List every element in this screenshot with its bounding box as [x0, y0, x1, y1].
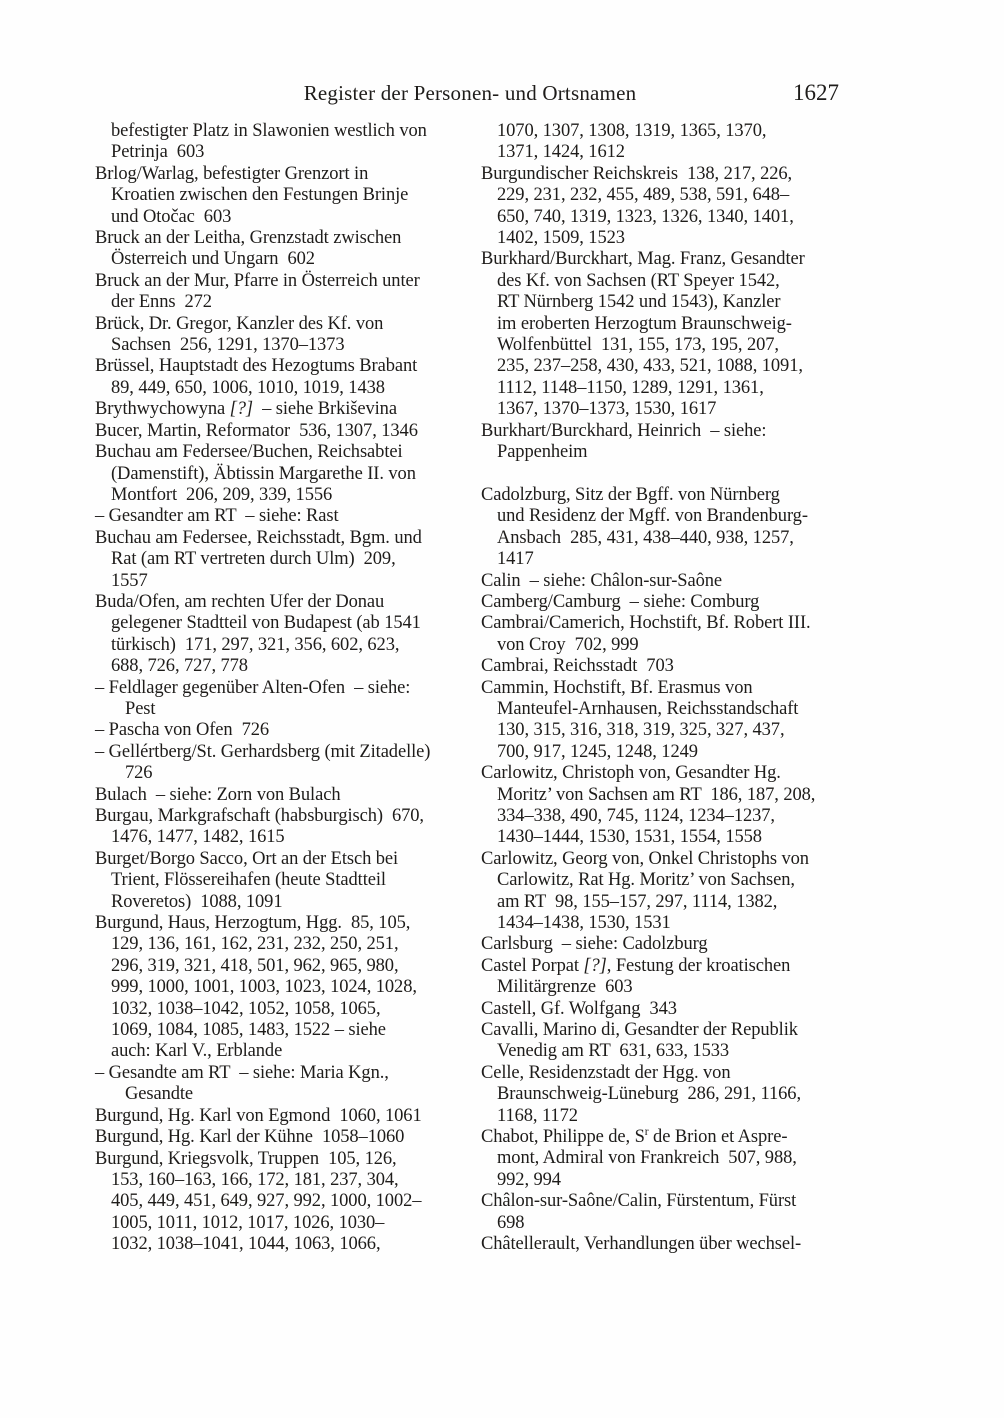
index-line: 296, 319, 321, 418, 501, 962, 965, 980, — [111, 955, 399, 976]
index-line: 235, 237–258, 430, 433, 521, 1088, 1091, — [497, 356, 803, 377]
index-line: Burgau, Markgrafschaft (habsburgisch) 670, — [95, 806, 424, 826]
index-line: 1032, 1038–1042, 1052, 1058, 1065, — [111, 998, 381, 1019]
index-line: Brück, Dr. Gregor, Kanzler des Kf. von — [95, 313, 384, 334]
index-line: Bruck an der Mur, Pfarre in Österreich unter — [95, 270, 420, 291]
index-line: 700, 917, 1245, 1248, 1249 — [497, 741, 698, 762]
index-line: 1557 — [111, 570, 148, 591]
index-line: 334–338, 490, 745, 1124, 1234–1237, — [497, 805, 775, 826]
index-line: RT Nürnberg 1542 und 1543), Kanzler — [497, 292, 781, 313]
index-line: Manteufel-Arnhausen, Reichsstandschaft — [497, 698, 799, 719]
index-line: (Damenstift), Äbtissin Margarethe II. von — [111, 463, 416, 484]
index-line: Burgund, Kriegsvolk, Truppen 105, 126, — [95, 1148, 397, 1169]
index-line: Carlowitz, Georg von, Onkel Christophs von — [481, 848, 809, 869]
index-line: Cammin, Hochstift, Bf. Erasmus von — [481, 677, 753, 698]
index-line: 992, 994 — [497, 1169, 561, 1190]
index-line: Chabot, Philippe de, $S^r$ de Brion et Aspre- — [481, 1125, 788, 1148]
index-line: 1005, 1011, 1012, 1017, 1026, 1030– — [111, 1212, 385, 1233]
page-number: 1627 — [793, 80, 839, 105]
index-line: Moritz’ von Sachsen am RT 186, 187, 208, — [497, 784, 816, 805]
index-line: Carlowitz, Rat Hg. Moritz’ von Sachsen, — [497, 870, 795, 891]
index-line: mont, Admiral von Frankreich 507, 988, — [497, 1148, 797, 1169]
index-line: Venedig am RT 631, 633, 1533 — [497, 1041, 730, 1062]
index-line: – Pascha von Ofen 726 — [95, 720, 270, 741]
index-line: 698 — [497, 1212, 525, 1233]
index-line: Burgundischer Reichskreis 138, 217, 226, — [481, 163, 793, 184]
index-line: Pest — [125, 698, 156, 719]
index-line: des Kf. von Sachsen (RT Speyer 1542, — [497, 270, 780, 291]
index-line: 1032, 1038–1041, 1044, 1063, 1066, — [111, 1234, 381, 1255]
index-line: 405, 449, 451, 649, 927, 992, 1000, 1002– — [111, 1191, 422, 1212]
index-line: 726 — [125, 763, 153, 784]
index-line: Ansbach 285, 431, 438–440, 938, 1257, — [497, 527, 794, 548]
index-line: Bulach – siehe: Zorn von Bulach — [95, 784, 341, 805]
index-line: 1069, 1084, 1085, 1483, 1522 – siehe — [111, 1020, 386, 1041]
index-line: und Otočac 603 — [111, 206, 232, 227]
index-line: 1476, 1477, 1482, 1615 — [111, 827, 285, 848]
index-line: der Enns 272 — [111, 292, 212, 313]
index-line: türkisch) 171, 297, 321, 356, 602, 623, — [111, 634, 400, 655]
index-line: 1371, 1424, 1612 — [497, 142, 625, 163]
running-header-title: Register der Personen- und Ortsnamen — [303, 81, 637, 105]
index-line: 1112, 1148–1150, 1289, 1291, 1361, — [497, 377, 764, 398]
index-line: 1402, 1509, 1523 — [497, 228, 625, 249]
index-line: Brythwychowyna [?] – siehe Brkiševina — [95, 399, 397, 420]
index-line: Burkhart/Burckhard, Heinrich – siehe: — [481, 420, 767, 441]
index-line: Castel Porpat [?], Festung der kroatischen — [481, 955, 791, 976]
index-line: Burkhard/Burckhart, Mag. Franz, Gesandter — [481, 249, 805, 270]
index-line: und Residenz der Mgff. von Brandenburg- — [497, 506, 808, 527]
index-line: von Croy 702, 999 — [497, 634, 639, 655]
index-line: Petrinja 603 — [111, 142, 205, 163]
index-line: Cambrai, Reichsstadt 703 — [481, 656, 674, 677]
index-line: – Gesandte am RT – siehe: Maria Kgn., — [95, 1062, 389, 1083]
index-line: Cambrai/Camerich, Hochstift, Bf. Robert III. — [481, 613, 811, 634]
index-line: Camberg/Camburg – siehe: Comburg — [481, 591, 760, 612]
index-line: Cadolzburg, Sitz der Bgff. von Nürnberg — [481, 484, 780, 505]
index-line: 129, 136, 161, 162, 231, 232, 250, 251, — [111, 934, 399, 955]
index-line: 1367, 1370–1373, 1530, 1617 — [497, 399, 717, 420]
index-line: – Gellértberg/St. Gerhardsberg (mit Zitadelle) — [95, 741, 431, 762]
index-line: 1430–1444, 1530, 1531, 1554, 1558 — [497, 827, 762, 848]
index-line: Österreich und Ungarn 602 — [111, 249, 315, 270]
index-line: – Gesandter am RT – siehe: Rast — [95, 506, 339, 527]
index-line: 688, 726, 727, 778 — [111, 656, 248, 677]
index-line: Carlowitz, Christoph von, Gesandter Hg. — [481, 763, 781, 784]
index-line: Militärgrenze 603 — [497, 977, 633, 998]
index-line: Cavalli, Marino di, Gesandter der Republik — [481, 1020, 798, 1041]
index-line: Bucer, Martin, Reformator 536, 1307, 1346 — [95, 420, 418, 441]
index-line: Carlsburg – siehe: Cadolzburg — [481, 934, 708, 955]
index-line: 1168, 1172 — [497, 1105, 578, 1126]
index-line: Bruck an der Leitha, Grenzstadt zwischen — [95, 228, 402, 249]
index-line: Calin – siehe: Châlon-sur-Saône — [481, 570, 722, 591]
index-line: 1070, 1307, 1308, 1319, 1365, 1370, — [497, 121, 767, 141]
index-line: Pappenheim — [497, 442, 588, 463]
index-column-left — [95, 121, 481, 1256]
index-line: Brüssel, Hauptstadt des Hezogtums Brabant — [95, 356, 418, 377]
index-line: Braunschweig-Lüneburg 286, 291, 1166, — [497, 1084, 801, 1105]
index-line: Brlog/Warlag, befestigter Grenzort in — [95, 163, 369, 184]
index-line: 650, 740, 1319, 1323, 1326, 1340, 1401, — [497, 206, 794, 227]
index-line: 89, 449, 650, 1006, 1010, 1019, 1438 — [111, 377, 385, 398]
index-line: Roveretos) 1088, 1091 — [111, 891, 283, 912]
index-line: 1434–1438, 1530, 1531 — [497, 913, 671, 934]
index-line: gelegener Stadtteil von Budapest (ab 1541 — [111, 613, 421, 634]
index-line: Châlon-sur-Saône/Calin, Fürstentum, Fürst — [481, 1191, 797, 1212]
index-line: 153, 160–163, 166, 172, 181, 237, 304, — [111, 1169, 399, 1190]
index-line: befestigter Platz in Slawonien westlich von — [111, 121, 427, 141]
index-line: – Feldlager gegenüber Alten-Ofen – siehe: — [95, 677, 411, 698]
index-line: Burgund, Hg. Karl der Kühne 1058–1060 — [95, 1127, 405, 1148]
index-line: Castell, Gf. Wolfgang 343 — [481, 998, 677, 1019]
index-line: Burgund, Hg. Karl von Egmond 1060, 1061 — [95, 1105, 422, 1126]
index-column-right — [481, 121, 881, 1256]
index-line: 130, 315, 316, 318, 319, 325, 327, 437, — [497, 720, 785, 741]
index-line: Buchau am Federsee, Reichsstadt, Bgm. und — [95, 527, 422, 548]
index-line: Montfort 206, 209, 339, 1556 — [111, 484, 333, 505]
index-line: am RT 98, 155–157, 297, 1114, 1382, — [497, 891, 778, 912]
index-line: Wolfenbüttel 131, 155, 173, 195, 207, — [497, 335, 779, 356]
index-line: Buda/Ofen, am rechten Ufer der Donau — [95, 591, 385, 612]
index-line: im eroberten Herzogtum Braunschweig- — [497, 313, 792, 334]
index-line: Kroatien zwischen den Festungen Brinje — [111, 185, 409, 206]
index-line: Gesandte — [125, 1084, 194, 1105]
section-gap — [481, 464, 881, 485]
index-line: Burgund, Haus, Herzogtum, Hgg. 85, 105, — [95, 913, 411, 934]
index-line: Châtellerault, Verhandlungen über wechsel- — [481, 1234, 802, 1255]
index-line: Trient, Flössereihafen (heute Stadtteil — [111, 870, 386, 891]
index-line: 229, 231, 232, 455, 489, 538, 591, 648– — [497, 185, 790, 206]
index-line: 999, 1000, 1001, 1003, 1023, 1024, 1028, — [111, 977, 417, 998]
index-line: 1417 — [497, 549, 534, 570]
index-line: Burget/Borgo Sacco, Ort an der Etsch bei — [95, 848, 399, 869]
index-line: Celle, Residenzstadt der Hgg. von — [481, 1062, 731, 1083]
index-line: Buchau am Federsee/Buchen, Reichsabtei — [95, 442, 403, 463]
index-line: Sachsen 256, 1291, 1370–1373 — [111, 335, 345, 356]
index-line: Rat (am RT vertreten durch Ulm) 209, — [111, 549, 396, 570]
index-line: auch: Karl V., Erblande — [111, 1041, 283, 1062]
